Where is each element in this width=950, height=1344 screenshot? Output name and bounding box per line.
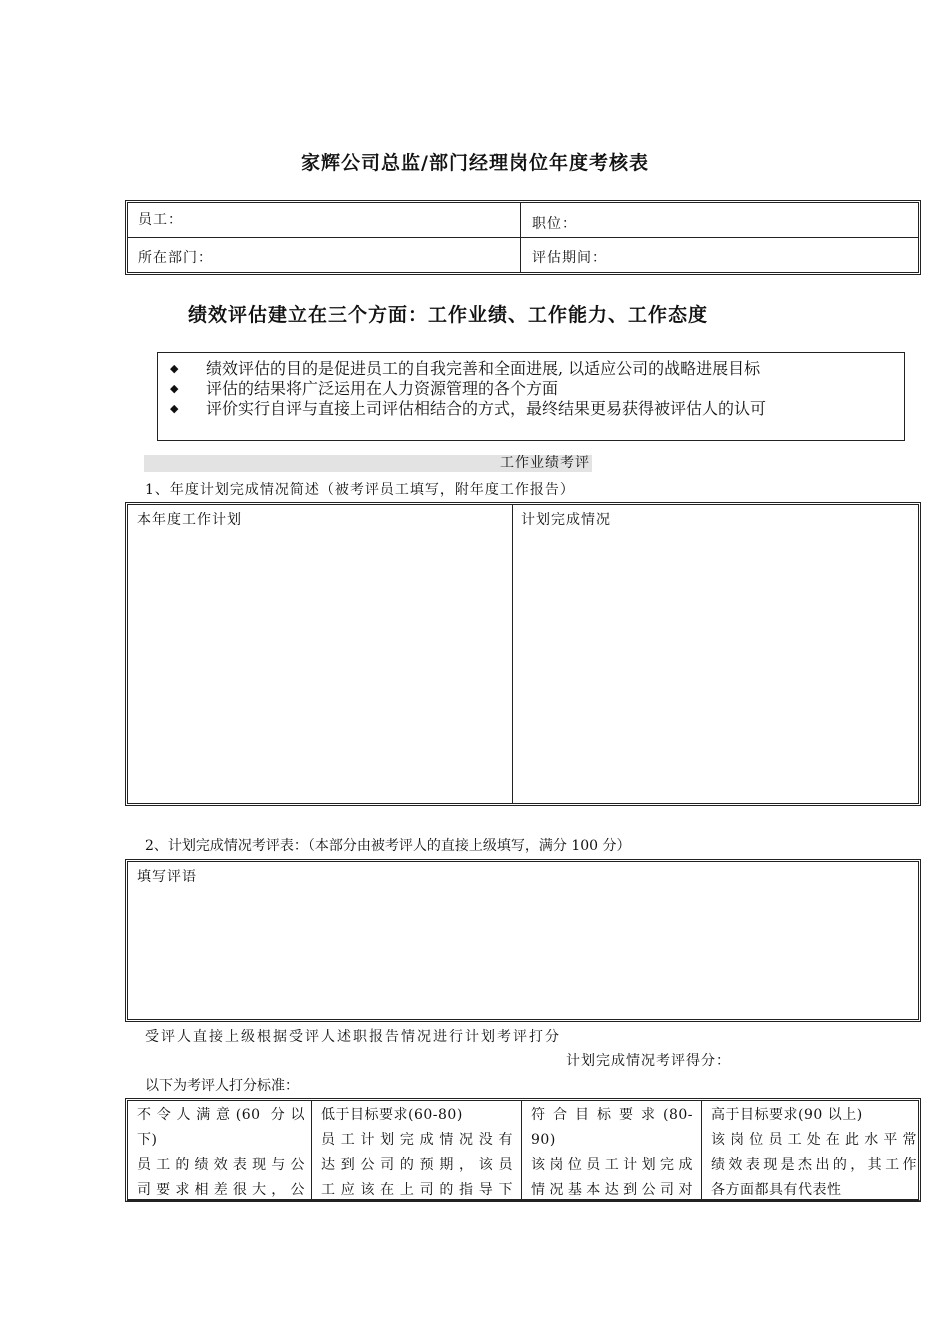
employee-field[interactable]: 员工：	[138, 212, 183, 228]
standard-meets-target: 符合目标要求(80- 90) 该岗位员工计划完成 情况基本达到公司对	[531, 1107, 693, 1198]
list-item: ◆ 评估的结果将广泛运用在人力资源管理的各个方面	[170, 379, 559, 398]
standard-below-target: 低于目标要求(60-80) 员工计划完成情况没有 达到公司的预期，该员 工应该在上司的指导下	[321, 1107, 513, 1198]
standard-above-target: 高于目标要求(90 以上) 该岗位员工处在此水平常 绩效表现是杰出的，其工作 各方面都具有代表性	[711, 1107, 917, 1198]
question-2-label: 2、计划完成情况考评表：（本部分由被考评人的直接上级填写，满分 100 分）	[145, 838, 631, 854]
table-divider	[311, 1101, 312, 1199]
annual-plan-column-header: 本年度工作计划	[137, 512, 242, 528]
scoring-standards-label: 以下为考评人打分标准：	[145, 1078, 299, 1094]
employee-info-table	[125, 200, 921, 275]
section-header-bar	[144, 455, 592, 472]
comment-label: 填写评语	[137, 869, 197, 885]
table-divider	[128, 237, 918, 238]
table-divider	[701, 1101, 702, 1199]
position-field[interactable]: 职位：	[532, 216, 577, 232]
section-title: 工作业绩考评	[500, 455, 590, 471]
table-divider	[512, 505, 513, 803]
evaluation-notes-box	[157, 352, 905, 441]
annual-plan-table	[125, 502, 921, 806]
evaluation-aspects-heading: 绩效评估建立在三个方面：工作业绩、工作能力、工作态度	[188, 304, 709, 326]
plan-score-field[interactable]: 计划完成情况考评得分：	[566, 1053, 731, 1069]
standard-unsatisfactory: 不令人满意(60 分以 下) 员工的绩效表现与公 司要求相差很大，公	[137, 1107, 305, 1198]
scoring-standards-table	[125, 1098, 921, 1202]
table-divider	[521, 1101, 522, 1199]
diamond-bullet-icon: ◆	[170, 402, 179, 415]
question-1-label: 1、年度计划完成情况简述（被考评员工填写，附年度工作报告）	[145, 482, 575, 498]
completion-column-header: 计划完成情况	[521, 512, 611, 528]
period-field[interactable]: 评估期间：	[532, 250, 607, 266]
department-field[interactable]: 所在部门：	[138, 250, 213, 266]
list-item: ◆ 评价实行自评与直接上司评估相结合的方式，最终结果更易获得被评估人的认可	[170, 399, 767, 418]
list-item: ◆ 绩效评估的目的是促进员工的自我完善和全面进展, 以适应公司的战略进展目标	[170, 359, 761, 378]
diamond-bullet-icon: ◆	[170, 382, 179, 395]
comment-box[interactable]	[125, 859, 921, 1022]
scoring-instruction: 受评人直接上级根据受评人述职报告情况进行计划考评打分	[145, 1029, 561, 1045]
document-title: 家辉公司总监/部门经理岗位年度考核表	[301, 152, 649, 174]
diamond-bullet-icon: ◆	[170, 362, 179, 375]
